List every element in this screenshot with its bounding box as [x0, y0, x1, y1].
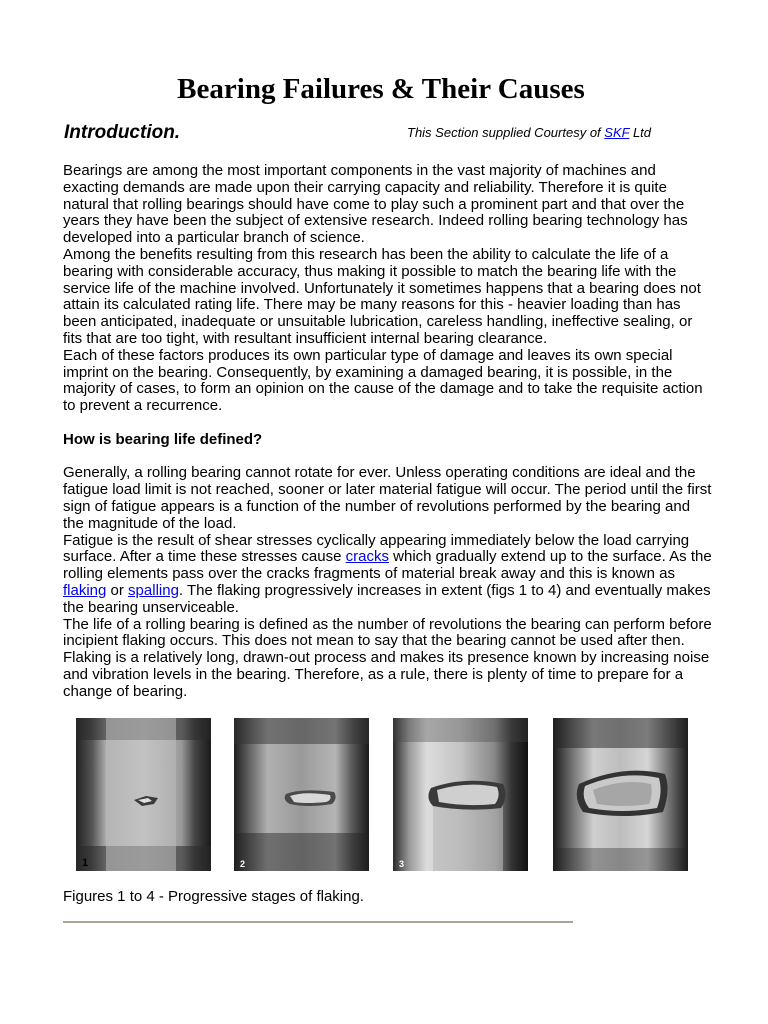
- figure-3-photo: [393, 718, 528, 871]
- figure-caption: Figures 1 to 4 - Progressive stages of flaking.: [63, 888, 364, 905]
- paragraph-1: Bearings are among the most important components in the vast majority of machines and exacting demands are made upon their carrying capacity and reliability. Therefore it is quite natural that rolling bearings should have come to play such a prominent part and that over the years they have been the subject of extensive research. Indeed rolling bearing technology has developed into a particular branch of science.: [63, 162, 688, 247]
- paragraph-5-part-d: . The flaking progressively increases in extent (figs 1 to 4) and eventually makes the bearing unserviceable.: [63, 581, 711, 616]
- paragraph-3: Each of these factors produces its own particular type of damage and leaves its own special imprint on the bearing. Consequently, by examining a damaged bearing, it is possible, in the majority of cases, to form an opinion on the cause of the damage and to take the requisite action to prevent a recurrence.: [63, 346, 703, 415]
- figure-1-photo: [76, 718, 211, 871]
- cracks-link[interactable]: cracks: [345, 548, 389, 566]
- spacer: [63, 449, 713, 466]
- spalling-link[interactable]: spalling: [128, 581, 179, 599]
- figure-1-label: 1: [82, 857, 89, 869]
- skf-link[interactable]: SKF: [604, 125, 630, 140]
- figure-2-photo: [234, 718, 369, 871]
- spacer: [63, 415, 713, 432]
- section-subheading: How is bearing life defined?: [63, 430, 263, 448]
- courtesy-suffix: Ltd: [629, 125, 652, 140]
- paragraph-2: Among the benefits resulting from this research has been the ability to calculate the life of a bearing with considerable accuracy, thus making it possible to match the bearing life with the service life of the machine involved. Unfortunately it sometimes happens that a bearing does not attain its calculated rating life. There may be many reasons for this - heavier loading than has been anticipated, inadequate or unsuitable lubrication, careless handling, ineffective sealing, or fits that are too tight, with resultant insufficient internal bearing clearance.: [63, 245, 701, 347]
- figure-3-label: 3: [399, 859, 405, 869]
- figure-2-label: 2: [240, 859, 246, 869]
- courtesy-note: [407, 125, 651, 141]
- courtesy-prefix: This Section supplied Courtesy of: [407, 125, 605, 140]
- page-title: Bearing Failures & Their Causes: [177, 73, 585, 105]
- paragraph-4: Generally, a rolling bearing cannot rotate for ever. Unless operating conditions are ideal and the fatigue load limit is not reached, sooner or later material fatigue will occur. The period until the first sign of fatigue appears is a function of the number of revolutions performed by the bearing and the magnitude of the load.: [63, 464, 712, 532]
- figure-4-photo: [553, 718, 688, 871]
- figure-strip: [0, 718, 768, 871]
- intro-heading: Introduction.: [64, 122, 181, 143]
- paragraph-5: [63, 533, 713, 617]
- paragraph-6: The life of a rolling bearing is defined as the number of revolutions the bearing can perform before incipient flaking occurs. This does not mean to say that the bearing cannot be used after then. Flaking is a relatively long, drawn-out process and makes its presence known by increasing noise and vibration levels in the bearing. Therefore, as a rule, there is plenty of time to prepare for a change of bearing.: [63, 615, 712, 700]
- article-body: [63, 163, 713, 701]
- horizontal-divider: [63, 921, 573, 923]
- flaking-link[interactable]: flaking: [63, 581, 107, 599]
- paragraph-5-part-a: Fatigue is the result of shear stresses cyclically appearing immediately below the load carrying surface. After a time these stresses cause: [63, 531, 690, 566]
- paragraph-5-part-b: which gradually extend up to the surface. As the rolling elements pass over the cracks fragments of material break away and this is known as: [63, 548, 712, 583]
- paragraph-5-part-c: or: [106, 581, 129, 599]
